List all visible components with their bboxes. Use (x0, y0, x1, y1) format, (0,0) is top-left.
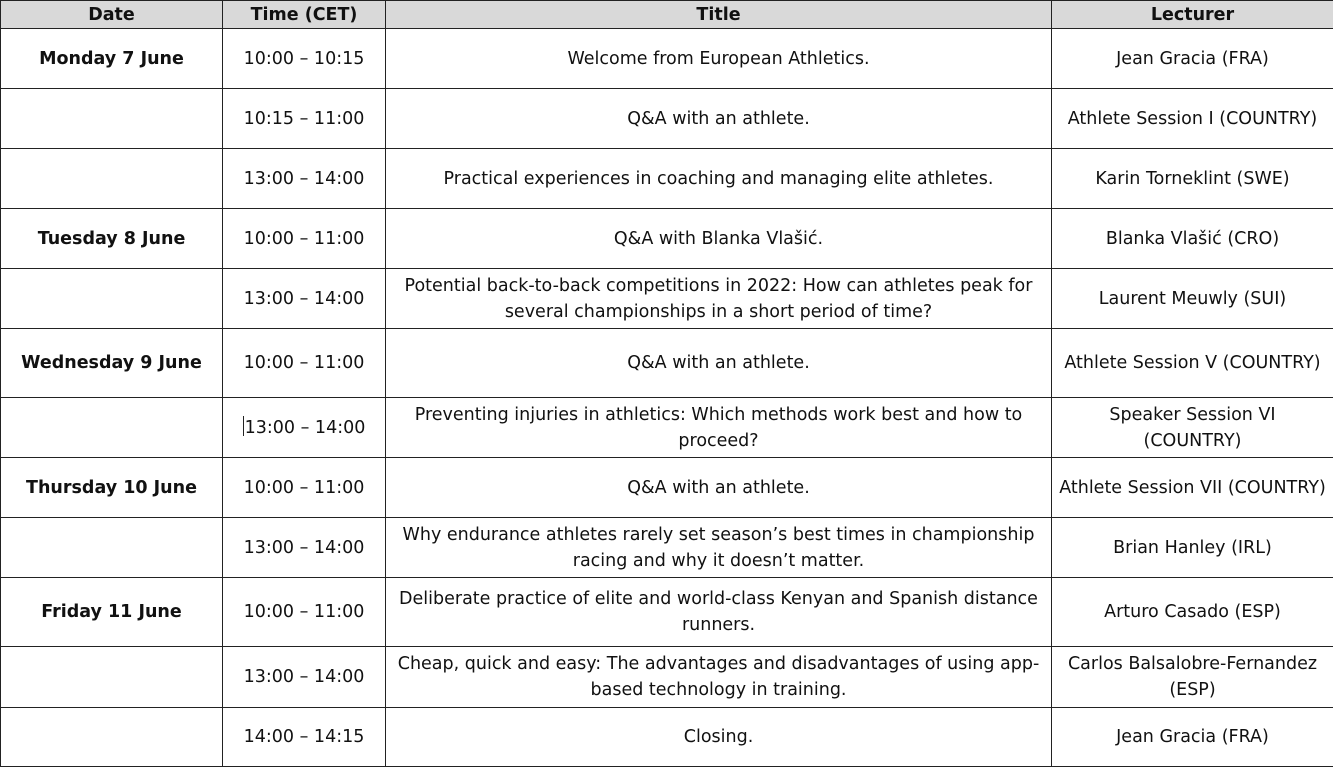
table-row (1, 647, 1333, 708)
date-cell (1, 518, 223, 578)
lecturer-cell: Jean Gracia (FRA) (1052, 29, 1333, 89)
title-cell: Q&A with an athlete. (386, 329, 1052, 398)
date-cell: Thursday 10 June (1, 458, 223, 518)
title-cell: Q&A with an athlete. (386, 458, 1052, 518)
lecturer-cell: Brian Hanley (IRL) (1052, 518, 1333, 578)
lecturer-cell: Carlos Balsalobre-Fernandez (ESP) (1052, 647, 1333, 708)
date-cell (1, 708, 223, 767)
header-time: Time (CET) (223, 1, 386, 29)
lecturer-cell: Jean Gracia (FRA) (1052, 708, 1333, 767)
table-row (1, 269, 1333, 329)
lecturer-cell: Athlete Session VII (COUNTRY) (1052, 458, 1333, 518)
header-title: Title (386, 1, 1052, 29)
date-cell (1, 149, 223, 209)
header-lecturer: Lecturer (1052, 1, 1333, 29)
title-cell: Preventing injuries in athletics: Which methods work best and how to proceed? (386, 398, 1052, 458)
table-row (1, 209, 1333, 269)
table-row (1, 29, 1333, 89)
time-cell: 13:00 – 14:00 (223, 518, 386, 578)
title-cell: Q&A with Blanka Vlašić. (386, 209, 1052, 269)
lecturer-cell: Karin Torneklint (SWE) (1052, 149, 1333, 209)
lecturer-cell: Laurent Meuwly (SUI) (1052, 269, 1333, 329)
time-cell: 10:00 – 11:00 (223, 578, 386, 647)
date-cell: Wednesday 9 June (1, 329, 223, 398)
table-row (1, 578, 1333, 647)
table-row (1, 398, 1333, 458)
table-row (1, 149, 1333, 209)
time-cell: 14:00 – 14:15 (223, 708, 386, 767)
table-row (1, 329, 1333, 398)
date-cell: Friday 11 June (1, 578, 223, 647)
date-cell: Tuesday 8 June (1, 209, 223, 269)
text-cursor (243, 416, 244, 436)
date-cell (1, 89, 223, 149)
lecturer-cell: Blanka Vlašić (CRO) (1052, 209, 1333, 269)
lecturer-cell: Arturo Casado (ESP) (1052, 578, 1333, 647)
table-row (1, 458, 1333, 518)
table-row (1, 518, 1333, 578)
time-cell: 10:00 – 10:15 (223, 29, 386, 89)
title-cell: Why endurance athletes rarely set season’s best times in championship racing and why it doesn’t matter. (386, 518, 1052, 578)
date-cell: Monday 7 June (1, 29, 223, 89)
time-cell: 10:00 – 11:00 (223, 329, 386, 398)
title-cell: Deliberate practice of elite and world-class Kenyan and Spanish distance runners. (386, 578, 1052, 647)
time-cell: 10:00 – 11:00 (223, 209, 386, 269)
table-row (1, 708, 1333, 767)
header-row (1, 1, 1333, 29)
time-cell: 10:15 – 11:00 (223, 89, 386, 149)
title-cell: Cheap, quick and easy: The advantages and disadvantages of using app-based technology in training. (386, 647, 1052, 708)
time-cell: 10:00 – 11:00 (223, 458, 386, 518)
time-cell: 13:00 – 14:00 (223, 269, 386, 329)
lecturer-cell: Speaker Session VI (COUNTRY) (1052, 398, 1333, 458)
title-cell: Closing. (386, 708, 1052, 767)
title-cell: Potential back-to-back competitions in 2022: How can athletes peak for several championships in a short period of time? (386, 269, 1052, 329)
time-cell: 13:00 – 14:00 (223, 149, 386, 209)
lecturer-cell: Athlete Session I (COUNTRY) (1052, 89, 1333, 149)
title-cell: Practical experiences in coaching and managing elite athletes. (386, 149, 1052, 209)
table-row (1, 89, 1333, 149)
date-cell (1, 647, 223, 708)
header-date: Date (1, 1, 223, 29)
date-cell (1, 398, 223, 458)
title-cell: Welcome from European Athletics. (386, 29, 1052, 89)
time-text: 13:00 – 14:00 (244, 417, 366, 438)
time-cell[interactable] (223, 398, 386, 458)
title-cell: Q&A with an athlete. (386, 89, 1052, 149)
lecturer-cell: Athlete Session V (COUNTRY) (1052, 329, 1333, 398)
time-cell: 13:00 – 14:00 (223, 647, 386, 708)
date-cell (1, 269, 223, 329)
